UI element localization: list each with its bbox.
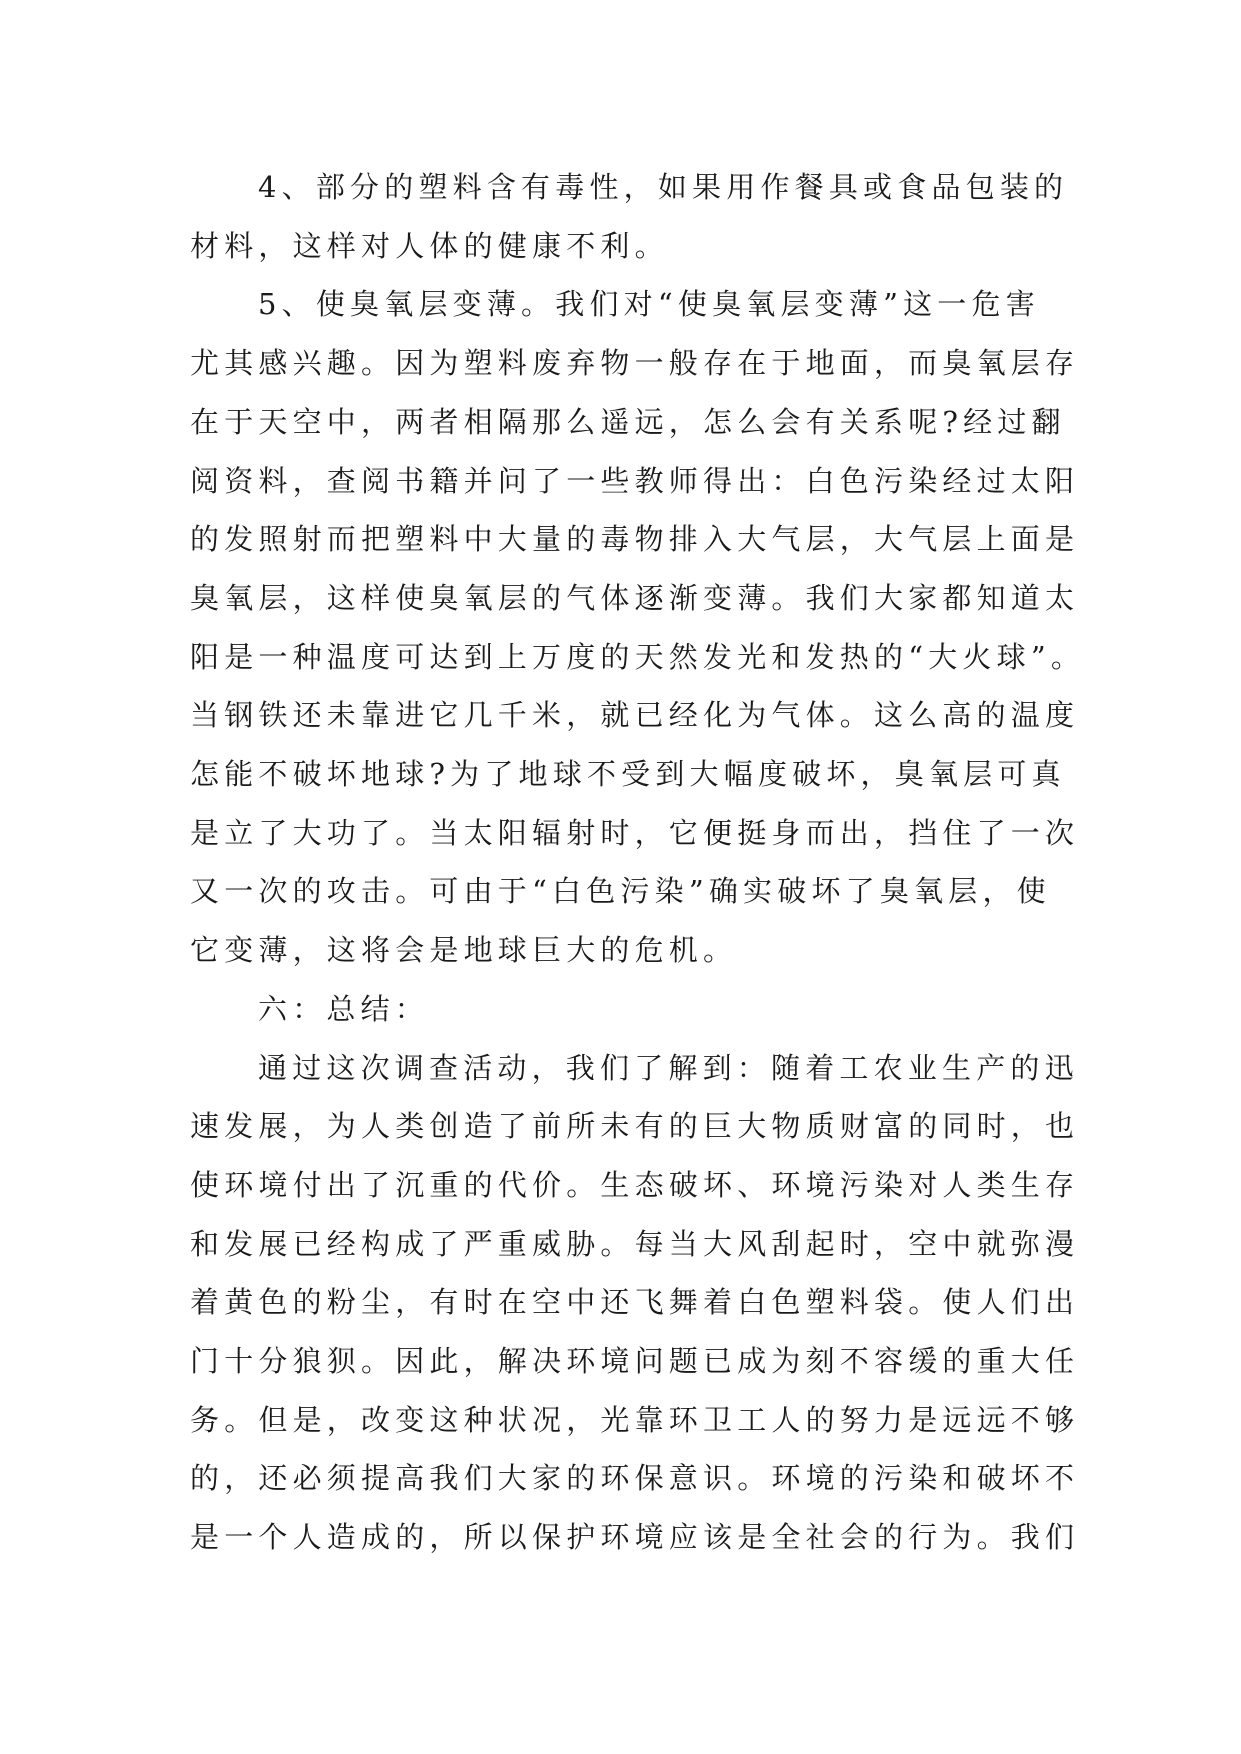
text-line: 怎能不破坏地球?为了地球不受到大幅度破坏，臭氧层可真 — [190, 757, 1066, 792]
text-line: 门十分狼狈。因此，解决环境问题已成为刻不容缓的重大任 — [190, 1344, 1080, 1379]
text-line: 臭氧层，这样使臭氧层的气体逐渐变薄。我们大家都知道太 — [190, 580, 1080, 615]
text-line: 4、部分的塑料含有毒性，如果用作餐具或食品包装的 — [258, 170, 1069, 204]
text-line: 使环境付出了沉重的代价。生态破坏、环境污染对人类生存 — [190, 1167, 1080, 1202]
text-line: 又一次的攻击。可由于“白色污染”确实破坏了臭氧层，使 — [190, 874, 1051, 909]
text-line: 和发展已经构成了严重威胁。每当大风刮起时，空中就弥漫 — [190, 1226, 1080, 1261]
summary-paragraph — [190, 1039, 1080, 1567]
text-line: 是一个人造成的，所以保护环境应该是全社会的行为。我们 — [190, 1520, 1080, 1555]
text-line: 着黄色的粉尘，有时在空中还飞舞着白色塑料袋。使人们出 — [190, 1285, 1080, 1320]
text-line: 在于天空中，两者相隔那么遥远，怎么会有关系呢?经过翻 — [190, 404, 1066, 439]
text-line: 务。但是，改变这种状况，光靠环卫工人的努力是远远不够 — [190, 1402, 1080, 1437]
paragraph-item-4 — [190, 158, 1069, 275]
text-line: 速发展，为人类创造了前所未有的巨大物质财富的同时，也 — [190, 1109, 1080, 1144]
text-line: 材料，这样对人体的健康不利。 — [190, 228, 669, 263]
text-line: 它变薄，这将会是地球巨大的危机。 — [190, 933, 738, 968]
text-line: 当钢铁还未靠进它几千米，就已经化为气体。这么高的温度 — [190, 698, 1080, 733]
text-line: 的发照射而把塑料中大量的毒物排入大气层，大气层上面是 — [190, 522, 1080, 557]
text-line: 尤其感兴趣。因为塑料废弃物一般存在于地面，而臭氧层存 — [190, 346, 1080, 381]
document-body — [190, 158, 1086, 1567]
text-line: 是立了大功了。当太阳辐射时，它便挺身而出，挡住了一次 — [190, 815, 1080, 850]
paragraph-item-5 — [190, 275, 1086, 979]
text-line: 的，还必须提高我们大家的环保意识。环境的污染和破坏不 — [190, 1461, 1080, 1496]
text-line: 5、使臭氧层变薄。我们对“使臭氧层变薄”这一危害 — [258, 287, 1040, 322]
section-heading — [190, 980, 1060, 1039]
text-line: 阅资料，查阅书籍并问了一些教师得出：白色污染经过太阳 — [190, 463, 1080, 498]
text-line: 通过这次调查活动，我们了解到：随着工农业生产的迅 — [258, 1050, 1079, 1085]
text-line: 阳是一种温度可达到上万度的天然发光和发热的“大火球”。 — [190, 639, 1086, 674]
section-heading-text: 六：总结： — [258, 991, 430, 1026]
